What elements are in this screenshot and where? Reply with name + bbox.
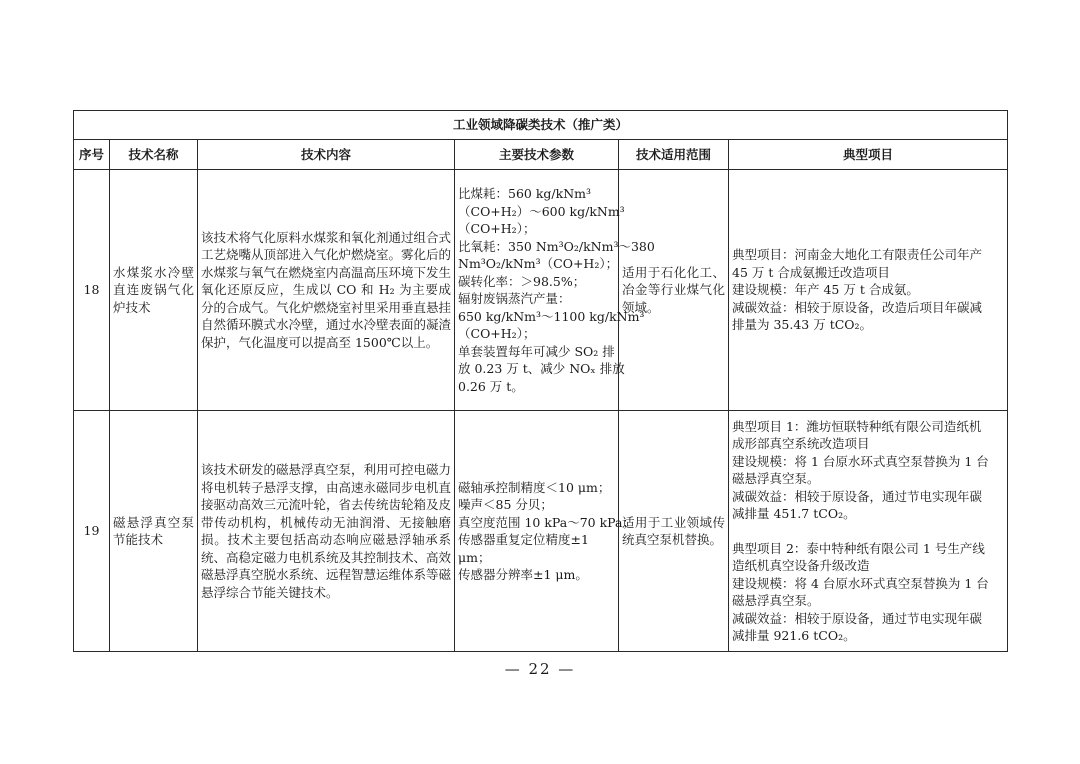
param-line: （CO+H₂）～600 kg/kNm³ bbox=[458, 203, 625, 219]
row-number: 18 bbox=[74, 170, 110, 411]
tech-params bbox=[455, 170, 655, 411]
project-line: 成形部真空系统改造项目 bbox=[732, 436, 870, 451]
table-title: 工业领域降碳类技术（推广类） bbox=[74, 111, 1008, 140]
param-line: 传感器重复定位精度±1 bbox=[458, 532, 589, 547]
project-line: 减排量 921.6 tCO₂。 bbox=[732, 628, 856, 643]
page-number: — 22 — bbox=[504, 660, 576, 678]
project-line: 造纸机真空设备升级改造 bbox=[732, 558, 870, 573]
project-line: 典型项目 2：泰中特种纸有限公司 1 号生产线 bbox=[732, 540, 985, 556]
project-line: 减碳效益：相较于原设备，通过节电实现年碳 bbox=[732, 488, 983, 504]
project-spacer bbox=[732, 523, 1004, 540]
tech-params bbox=[455, 411, 635, 652]
param-line: 比氧耗：350 Nm³O₂/kNm³～380 bbox=[458, 238, 655, 254]
tech-table bbox=[73, 110, 1008, 652]
header-name: 技术名称 bbox=[110, 140, 198, 170]
param-line: 650 kg/kNm³～1100 kg/kNm³ bbox=[458, 308, 645, 324]
param-line: Nm³O₂/kNm³（CO+H₂）； bbox=[458, 256, 619, 271]
param-line: 磁轴承控制精度＜10 μm； bbox=[458, 479, 611, 495]
project-line: 磁悬浮真空泵。 bbox=[732, 471, 820, 486]
header-params: 主要技术参数 bbox=[455, 140, 619, 170]
project-line: 减排量 451.7 tCO₂。 bbox=[732, 506, 856, 521]
project-line: 典型项目 1：潍坊恒联特种纸有限公司造纸机 bbox=[732, 418, 982, 434]
header-projects: 典型项目 bbox=[729, 140, 1008, 170]
project-line: 45 万 t 合成氨搬迁改造项目 bbox=[732, 264, 890, 280]
project-line: 建设规模：将 4 台原水环式真空泵替换为 1 台 bbox=[732, 575, 989, 591]
tech-name: 磁悬浮真空泵节能技术 bbox=[110, 411, 198, 652]
header-scope: 技术适用范围 bbox=[619, 140, 729, 170]
param-line: 辐射废锅蒸汽产量： bbox=[458, 291, 571, 306]
param-line: 传感器分辨率±1 μm。 bbox=[458, 567, 588, 582]
table-row bbox=[74, 411, 1008, 652]
project-line: 建设规模：年产 45 万 t 合成氨。 bbox=[732, 282, 919, 298]
param-line: （CO+H₂）； bbox=[458, 326, 536, 341]
param-line: 单套装置每年可减少 SO₂ 排 bbox=[458, 343, 615, 359]
project-line: 建设规模：将 1 台原水环式真空泵替换为 1 台 bbox=[732, 453, 989, 469]
param-line: μm； bbox=[458, 549, 491, 565]
project-line: 典型项目：河南金大地化工有限责任公司年产 bbox=[732, 247, 983, 263]
param-line: 0.26 万 t。 bbox=[458, 378, 524, 394]
project-line: 磁悬浮真空泵。 bbox=[732, 593, 820, 608]
param-line: 碳转化率：＞98.5%； bbox=[458, 273, 586, 289]
project-line: 减碳效益：相较于原设备，通过节电实现年碳 bbox=[732, 610, 983, 626]
param-line: 比煤耗：560 kg/kNm³ bbox=[458, 186, 591, 201]
tech-content: 该技术将气化原料水煤浆和氧化剂通过组合式工艺烧嘴从顶部进入气化炉燃烧室。雾化后的水煤浆与氧气在燃烧室内高温高压环境下发生氧化还原反应，生成以 CO 和 H₂ 为主要成分的合成气。气化炉燃烧室衬里采用垂直悬挂自然循环膜式水冷壁，通过水冷壁表面的凝渣保护，气化温度可以提高至 1500℃以上。 bbox=[198, 170, 455, 411]
tech-content: 该技术研发的磁悬浮真空泵，利用可控电磁力将电机转子悬浮支撑，由高速永磁同步电机直接驱动高效三元流叶轮，省去传统齿轮箱及皮带传动机构，机械传动无油润滑、无接触磨损。技术主要包括高动态响应磁悬浮轴承系统、高稳定磁力电机系统及其控制技术、高效磁悬浮真空脱水系统、远程智慧运维体系等磁悬浮综合节能关键技术。 bbox=[198, 411, 455, 652]
tech-name: 水煤浆水冷壁直连废锅气化炉技术 bbox=[110, 170, 198, 411]
param-line: 真空度范围 10 kPa～70 kPa； bbox=[458, 514, 635, 530]
header-no: 序号 bbox=[74, 140, 110, 170]
project-line: 排量为 35.43 万 tCO₂。 bbox=[732, 317, 873, 333]
tech-scope: 适用于工业领域传统真空泵机替换。 bbox=[619, 411, 729, 652]
header-row bbox=[74, 140, 1008, 170]
typical-projects bbox=[729, 170, 1008, 411]
table-row bbox=[74, 170, 1008, 411]
tech-scope: 适用于石化化工、冶金等行业煤气化领域。 bbox=[619, 170, 729, 411]
header-content: 技术内容 bbox=[198, 140, 455, 170]
row-number: 19 bbox=[74, 411, 110, 652]
typical-projects bbox=[729, 411, 1008, 652]
param-line: 噪声＜85 分贝； bbox=[458, 497, 553, 512]
param-line: （CO+H₂）； bbox=[458, 221, 536, 236]
project-line: 减碳效益：相较于原设备，改造后项目年碳减 bbox=[732, 299, 983, 315]
param-line: 放 0.23 万 t、减少 NOₓ 排放 bbox=[458, 361, 625, 376]
